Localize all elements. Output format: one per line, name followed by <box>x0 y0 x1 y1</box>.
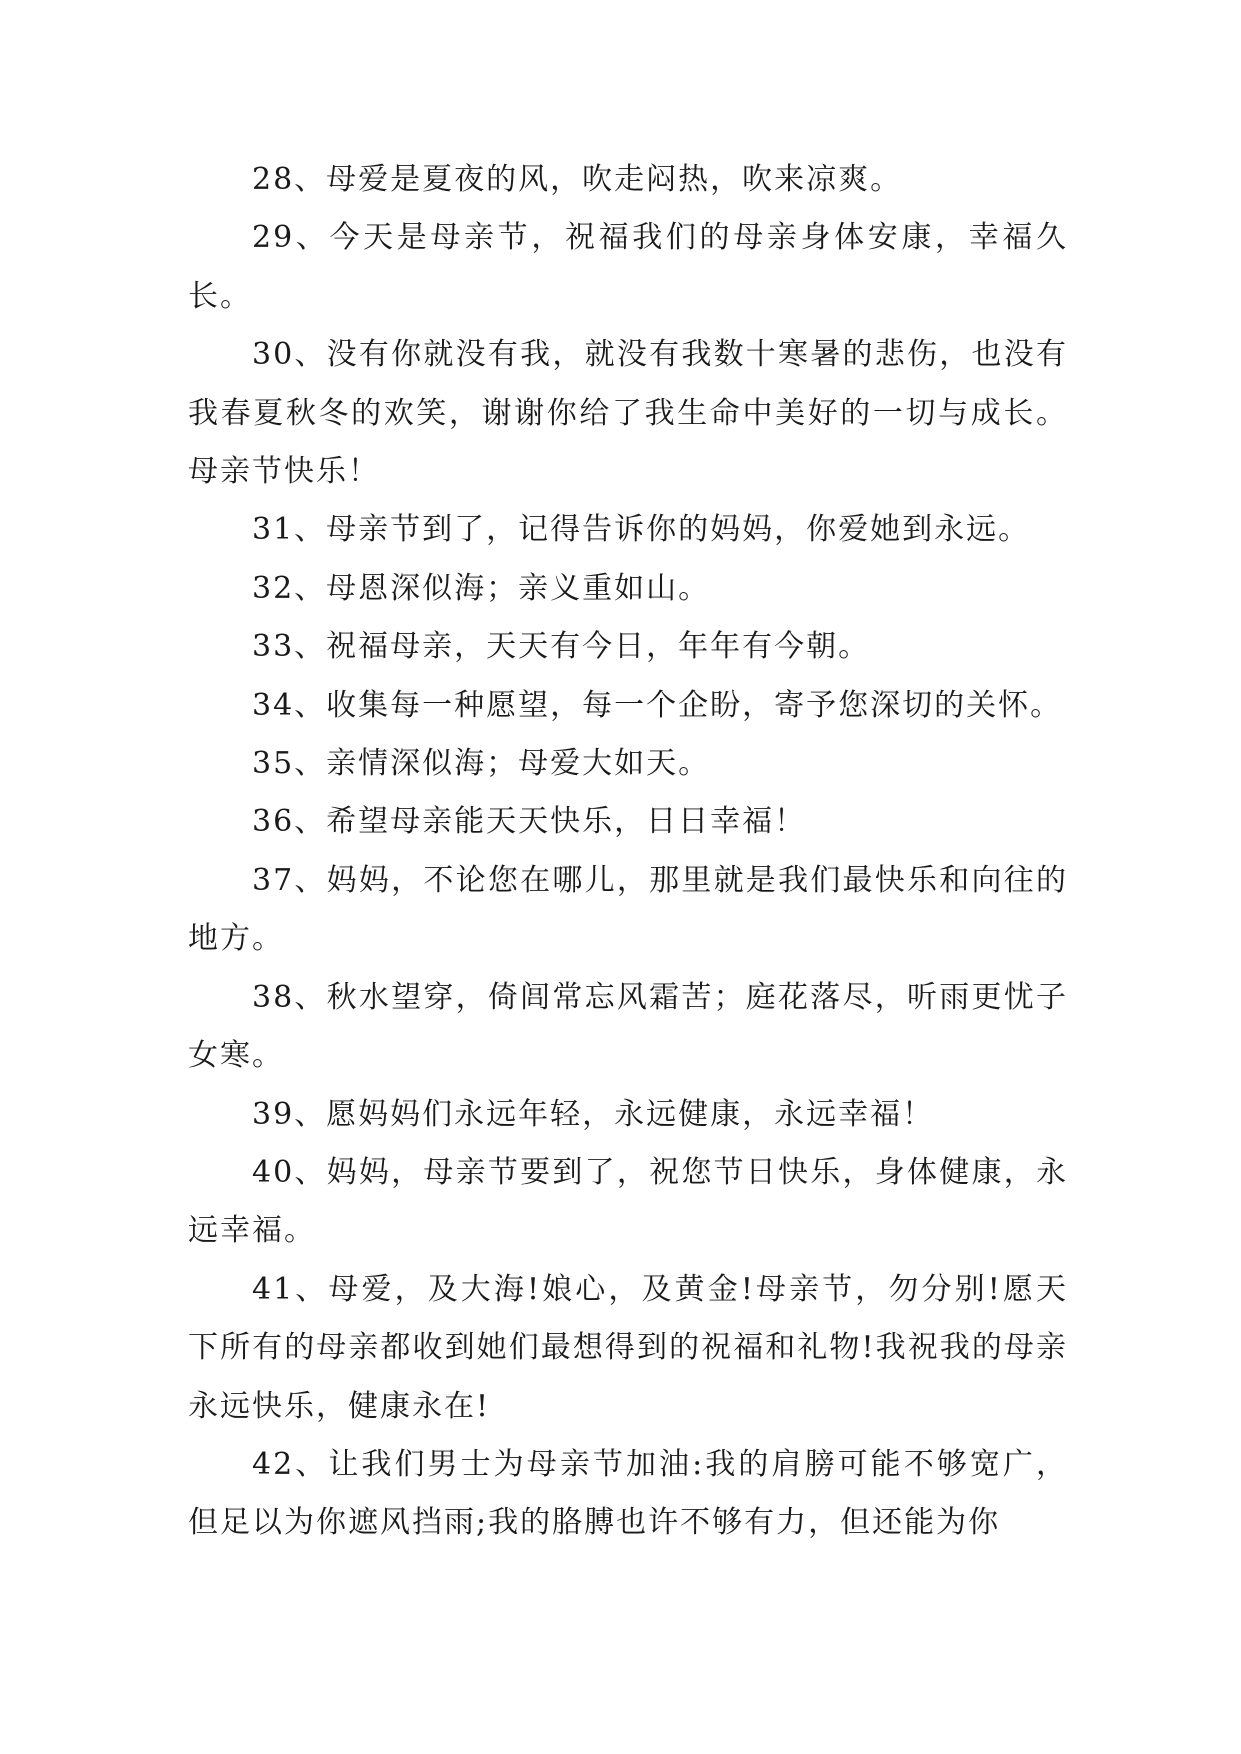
list-item-33: 33、祝福母亲，天天有今日，年年有今朝。 <box>252 629 871 665</box>
list-item-32: 32、母恩深似海；亲义重如山。 <box>252 570 711 606</box>
list-item-39: 39、愿妈妈们永远年轻，永远健康，永远幸福！ <box>252 1096 935 1132</box>
list-item-41: 41、母爱，及大海!娘心，及黄金!母亲节，勿分别!愿天下所有的母亲都收到她们最想得到的祝福和礼物!我祝我的母亲永远快乐，健康永在! <box>188 1271 1068 1424</box>
list-item-29: 29、今天是母亲节，祝福我们的母亲身体安康，幸福久长。 <box>188 220 1068 314</box>
list-item-30: 30、没有你就没有我，就没有我数十寒暑的悲伤，也没有我春夏秋冬的欢笑，谢谢你给了我生命中美好的一切与成长。母亲节快乐！ <box>188 337 1068 490</box>
list-item-38: 38、秋水望穿，倚闾常忘风霜苦；庭花落尽，听雨更忧子女寒。 <box>188 979 1068 1074</box>
list-item-31: 31、母亲节到了，记得告诉你的妈妈，你爱她到永远。 <box>252 512 1031 548</box>
list-item-34: 34、收集每一种愿望，每一个企盼，寄予您深切的关怀。 <box>252 687 1063 723</box>
list-item-40: 40、妈妈，母亲节要到了，祝您节日快乐，身体健康，永远幸福。 <box>188 1154 1068 1249</box>
document-body <box>188 151 1068 1553</box>
list-item-42: 42、让我们男士为母亲节加油:我的肩膀可能不够宽广，但足以为你遮风挡雨;我的胳膊也许不够有力，但还能为你 <box>188 1446 1068 1541</box>
list-item-37: 37、妈妈，不论您在哪儿，那里就是我们最快乐和向往的地方。 <box>188 862 1068 957</box>
list-item-35: 35、亲情深似海；母爱大如天。 <box>252 746 711 782</box>
list-item-28: 28、母爱是夏夜的风，吹走闷热，吹来凉爽。 <box>252 162 903 197</box>
list-item-36: 36、希望母亲能天天快乐，日日幸福！ <box>252 804 807 840</box>
